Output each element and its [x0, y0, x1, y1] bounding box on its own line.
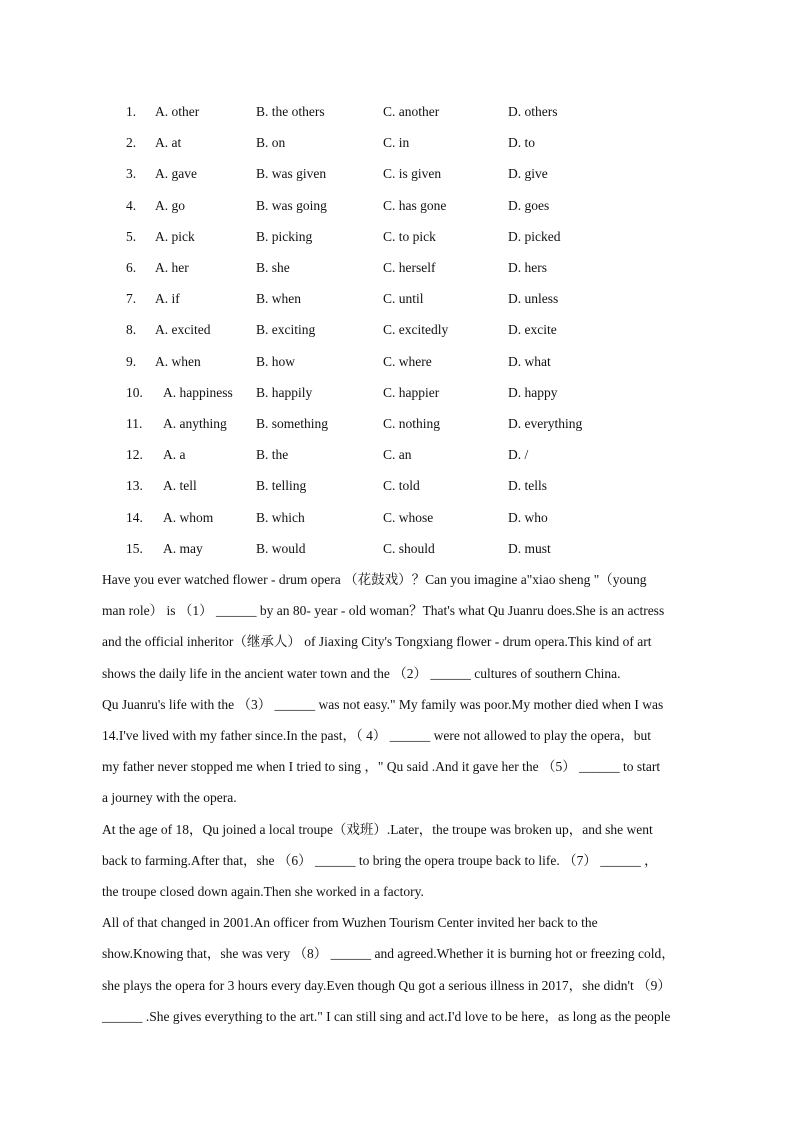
question-row	[0, 102, 700, 122]
option-c: C. is given	[383, 166, 442, 182]
option-b: B. was given	[256, 166, 327, 182]
option-a: A. excited	[155, 322, 211, 338]
option-a: A. a	[163, 447, 186, 463]
passage-line: and the official inheritor（继承人） of Jiaxing City's Tongxiang flower - drum opera.This kind of art	[102, 634, 652, 650]
option-d: D. give	[508, 166, 548, 182]
question-number: 8.	[126, 322, 137, 338]
option-b: B. the	[256, 447, 289, 463]
question-number: 6.	[126, 260, 137, 275]
option-c: C. another	[383, 104, 440, 119]
option-c: C. whose	[383, 509, 434, 525]
option-a: A. gave	[155, 166, 197, 182]
option-d: D. everything	[508, 416, 583, 431]
question-row	[0, 414, 700, 434]
option-a: A. when	[155, 353, 201, 369]
option-d: D. excite	[508, 322, 557, 338]
option-d: D. picked	[508, 228, 561, 244]
option-d: D. tells	[508, 478, 547, 494]
option-d: D. others	[508, 104, 558, 119]
question-number: 13.	[126, 478, 143, 494]
option-d: D. hers	[508, 260, 547, 275]
option-a: A. if	[155, 291, 180, 307]
passage-line: All of that changed in 2001.An officer from Wuzhen Tourism Center invited her back to the	[102, 915, 598, 931]
option-d: D. must	[508, 540, 551, 556]
option-c: C. until	[383, 291, 424, 307]
option-d: D. happy	[508, 384, 558, 400]
option-b: B. would	[256, 540, 306, 556]
option-a: A. may	[163, 540, 203, 556]
option-b: B. happily	[256, 384, 313, 400]
option-b: B. which	[256, 509, 305, 525]
passage-line: Qu Juanru's life with the （3） ______ was not easy." My family was poor.My mother died when I was	[102, 696, 664, 712]
passage-line: man role） is （1） ______ by an 80- year - old woman？That's what Qu Juanru does.She is an actress	[102, 603, 665, 619]
option-d: D. what	[508, 353, 551, 369]
option-d: D. to	[508, 135, 535, 151]
question-row	[0, 289, 700, 309]
option-b: B. was going	[256, 197, 327, 213]
passage-line: the troupe closed down again.Then she worked in a factory.	[102, 884, 424, 899]
option-a: A. whom	[163, 509, 214, 525]
passage-line: a journey with the opera.	[102, 790, 237, 806]
question-number: 1.	[126, 104, 137, 119]
question-row	[0, 476, 700, 496]
option-c: C. should	[383, 540, 435, 556]
passage-line: show.Knowing that，she was very （8） ______ and agreed.Whether it is burning hot or freezing cold，	[102, 946, 675, 962]
option-c: C. excitedly	[383, 322, 449, 338]
option-a: A. go	[155, 197, 185, 213]
question-row	[0, 164, 700, 184]
option-a: A. her	[155, 260, 189, 275]
question-row	[0, 320, 700, 340]
passage-line: shows the daily life in the ancient water town and the （2） ______ cultures of southern China.	[102, 665, 621, 681]
option-d: D. goes	[508, 197, 550, 213]
passage-line: she plays the opera for 3 hours every day.Even though Qu got a serious illness in 2017，she didn't （9）	[102, 977, 671, 993]
option-d: D. /	[508, 447, 529, 463]
option-c: C. herself	[383, 260, 436, 275]
option-b: B. something	[256, 416, 329, 431]
option-c: C. to pick	[383, 228, 436, 244]
question-number: 5.	[126, 228, 137, 244]
question-row	[0, 508, 700, 528]
option-b: B. telling	[256, 478, 307, 494]
question-number: 15.	[126, 540, 143, 556]
question-number: 2.	[126, 135, 137, 151]
option-b: B. on	[256, 135, 286, 151]
option-a: A. tell	[163, 478, 197, 494]
option-b: B. how	[256, 353, 296, 369]
question-row	[0, 133, 700, 153]
option-c: C. where	[383, 353, 432, 369]
option-a: A. pick	[155, 228, 195, 244]
question-row	[0, 258, 700, 278]
question-row	[0, 539, 700, 559]
option-a: A. happiness	[163, 384, 233, 400]
question-row	[0, 227, 700, 247]
option-a: A. at	[155, 135, 182, 151]
option-c: C. told	[383, 478, 420, 494]
option-b: B. when	[256, 291, 301, 307]
option-c: C. nothing	[383, 416, 441, 431]
question-number: 12.	[126, 447, 143, 463]
question-number: 10.	[126, 384, 143, 400]
question-row	[0, 196, 700, 216]
passage-line: my father never stopped me when I tried to sing ，" Qu said .And it gave her the （5） ______ to start	[102, 759, 661, 775]
question-row	[0, 383, 700, 403]
question-number: 9.	[126, 353, 137, 369]
option-a: A. other	[155, 104, 200, 119]
question-number: 3.	[126, 166, 137, 182]
option-b: B. she	[256, 260, 290, 275]
option-d: D. unless	[508, 291, 559, 307]
option-c: C. happier	[383, 384, 440, 400]
passage-line: Have you ever watched flower - drum opera （花鼓戏）？Can you imagine a"xiao sheng "（young	[102, 572, 647, 587]
question-row	[0, 445, 700, 465]
option-c: C. has gone	[383, 197, 447, 213]
option-c: C. in	[383, 135, 410, 151]
option-c: C. an	[383, 447, 412, 463]
option-b: B. exciting	[256, 322, 316, 338]
question-number: 14.	[126, 509, 143, 525]
passage-line: At the age of 18，Qu joined a local troupe（戏班）.Later，the troupe was broken up，and she went	[102, 821, 653, 837]
option-a: A. anything	[163, 416, 227, 431]
question-row	[0, 352, 700, 372]
passage-line: 14.I've lived with my father since.In the past，（ 4） ______ were not allowed to play the opera，but	[102, 728, 652, 743]
option-d: D. who	[508, 509, 548, 525]
passage-line: back to farming.After that，she （6） ______ to bring the opera troupe back to life. （7） ______ ，	[102, 852, 658, 868]
question-number: 4.	[126, 197, 137, 213]
passage-line: ______ .She gives everything to the art." I can still sing and act.I'd love to be here，as long as the people	[102, 1008, 671, 1024]
question-number: 11.	[126, 416, 143, 431]
question-number: 7.	[126, 291, 137, 307]
option-b: B. the others	[256, 104, 325, 119]
option-b: B. picking	[256, 228, 313, 244]
